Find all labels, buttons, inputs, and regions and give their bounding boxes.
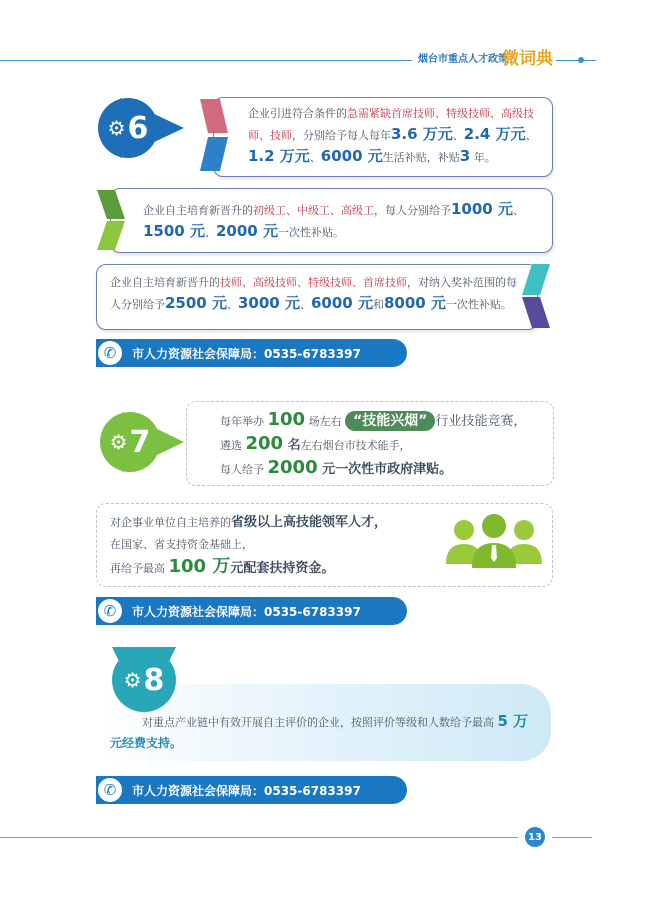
text: 一次性补贴。 xyxy=(277,226,344,239)
amount: 3000 元 xyxy=(237,294,300,312)
badge-number: 6 xyxy=(127,110,149,146)
text: 再给予最高 xyxy=(110,562,169,575)
amount: 100 万 xyxy=(168,556,231,577)
text: 、 xyxy=(512,204,524,217)
badge-number: 7 xyxy=(129,424,151,460)
contest-name-pill: “技能兴烟” xyxy=(345,411,435,431)
header-title: 烟台市重点人才政策 xyxy=(418,54,508,65)
header-rule-left xyxy=(0,60,412,61)
footer-rule-left xyxy=(0,837,518,838)
phone-icon: ✆ xyxy=(96,597,124,625)
highlight: 急需紧缺首席技师、特级技师、高级技 xyxy=(347,107,534,120)
header-rule-right xyxy=(556,60,596,61)
highlight: 技师、高级技师、特级技师、首席技师 xyxy=(220,276,407,289)
amount: 100 xyxy=(267,409,306,430)
badge-8 xyxy=(112,648,176,712)
text: 生活补贴，补贴 xyxy=(382,151,460,164)
page-number: 13 xyxy=(525,827,545,847)
text: 一次性补贴。 xyxy=(445,298,512,311)
amount: 1.2 万元 xyxy=(248,147,310,165)
policy-text-6a xyxy=(248,104,548,168)
highlight: 省级以上高技能领军人才， xyxy=(231,515,388,530)
amount: 5 万 xyxy=(497,712,529,730)
text: 企业引进符合条件的 xyxy=(248,107,347,120)
badge-7 xyxy=(100,412,160,472)
amount: 6000 元 xyxy=(320,147,383,165)
amount: 3.6 万元 xyxy=(391,125,453,143)
text: 年。 xyxy=(470,151,496,164)
text: 企业自主培育新晋升的 xyxy=(143,204,253,217)
policy-text-6c xyxy=(110,273,525,315)
header-dot xyxy=(578,57,584,63)
text: 、 xyxy=(226,298,238,311)
text: 、 xyxy=(452,129,464,142)
text: 每人给予 xyxy=(220,463,268,476)
text: 元配套扶持资金。 xyxy=(230,561,335,576)
text: 、 xyxy=(309,151,321,164)
chevron-decoration xyxy=(198,97,230,173)
gear-icon: ⚙ xyxy=(107,116,126,140)
amount: 2000 xyxy=(267,457,318,478)
badge-number: 8 xyxy=(143,662,165,698)
amount: 8000 元 xyxy=(383,294,446,312)
text: 、 xyxy=(299,298,311,311)
highlight: 师、技师 xyxy=(248,129,292,142)
people-icon xyxy=(444,512,544,574)
text: ，每人分别给予 xyxy=(374,204,451,217)
contact-text: 市人力资源社会保障局：0535-6783397 xyxy=(132,783,361,798)
amount: 2.4 万元 xyxy=(463,125,526,143)
contact-bar-8 xyxy=(96,776,407,804)
badge-6 xyxy=(98,98,158,158)
text: 在国家、省支持资金基础上， xyxy=(110,538,253,551)
text: 企业自主培育新晋升的 xyxy=(110,276,220,289)
text: 场左右 xyxy=(305,415,342,428)
highlight: 初级工、中级工、高级工 xyxy=(253,204,374,217)
text: 元一次性市政府津贴。 xyxy=(317,462,453,477)
policy-text-8 xyxy=(110,711,540,754)
policy-text-7a xyxy=(220,409,550,481)
contact-bar-7 xyxy=(96,597,407,625)
amount: 200 xyxy=(245,433,284,454)
gear-icon: ⚙ xyxy=(109,430,128,454)
gear-icon: ⚙ xyxy=(123,668,142,692)
text: 、 xyxy=(525,129,537,142)
text: 每年举办 xyxy=(220,415,268,428)
chevron-decoration xyxy=(95,188,127,252)
amount: 2000 元 xyxy=(215,222,278,240)
policy-text-7b xyxy=(110,512,440,580)
text: ，对纳入奖补范围的每 xyxy=(407,276,517,289)
amount: 6000 元 xyxy=(310,294,373,312)
phone-icon: ✆ xyxy=(96,339,124,367)
text: 行业技能竞赛， xyxy=(435,414,527,429)
text: 对企事业单位自主培养的 xyxy=(110,516,231,529)
text: 、 xyxy=(204,226,216,239)
text: 遴选 xyxy=(220,439,246,452)
text: 元经费支持。 xyxy=(110,736,183,750)
text: 左右烟台市技术能手， xyxy=(300,439,411,452)
text: 人分别给予 xyxy=(110,298,165,311)
text: ，分别给予每人每年 xyxy=(292,129,391,142)
text: 对重点产业链中有效开展自主评价的企业，按照评价等级和人数给予最高 xyxy=(142,716,498,729)
footer-rule-right xyxy=(552,837,592,838)
header-brand: 微词典 xyxy=(502,49,553,69)
amount: 3 xyxy=(459,147,471,165)
text: 和 xyxy=(372,298,384,311)
phone-icon: ✆ xyxy=(96,776,124,804)
amount: 2500 元 xyxy=(165,294,227,312)
text: 名 xyxy=(283,438,301,453)
chevron-decoration xyxy=(520,262,554,330)
contact-bar-6 xyxy=(96,339,407,367)
contact-text: 市人力资源社会保障局：0535-6783397 xyxy=(132,346,361,361)
policy-text-6b xyxy=(143,199,543,243)
amount: 1000 元 xyxy=(451,200,513,218)
amount: 1500 元 xyxy=(143,222,205,240)
contact-text: 市人力资源社会保障局：0535-6783397 xyxy=(132,604,361,619)
